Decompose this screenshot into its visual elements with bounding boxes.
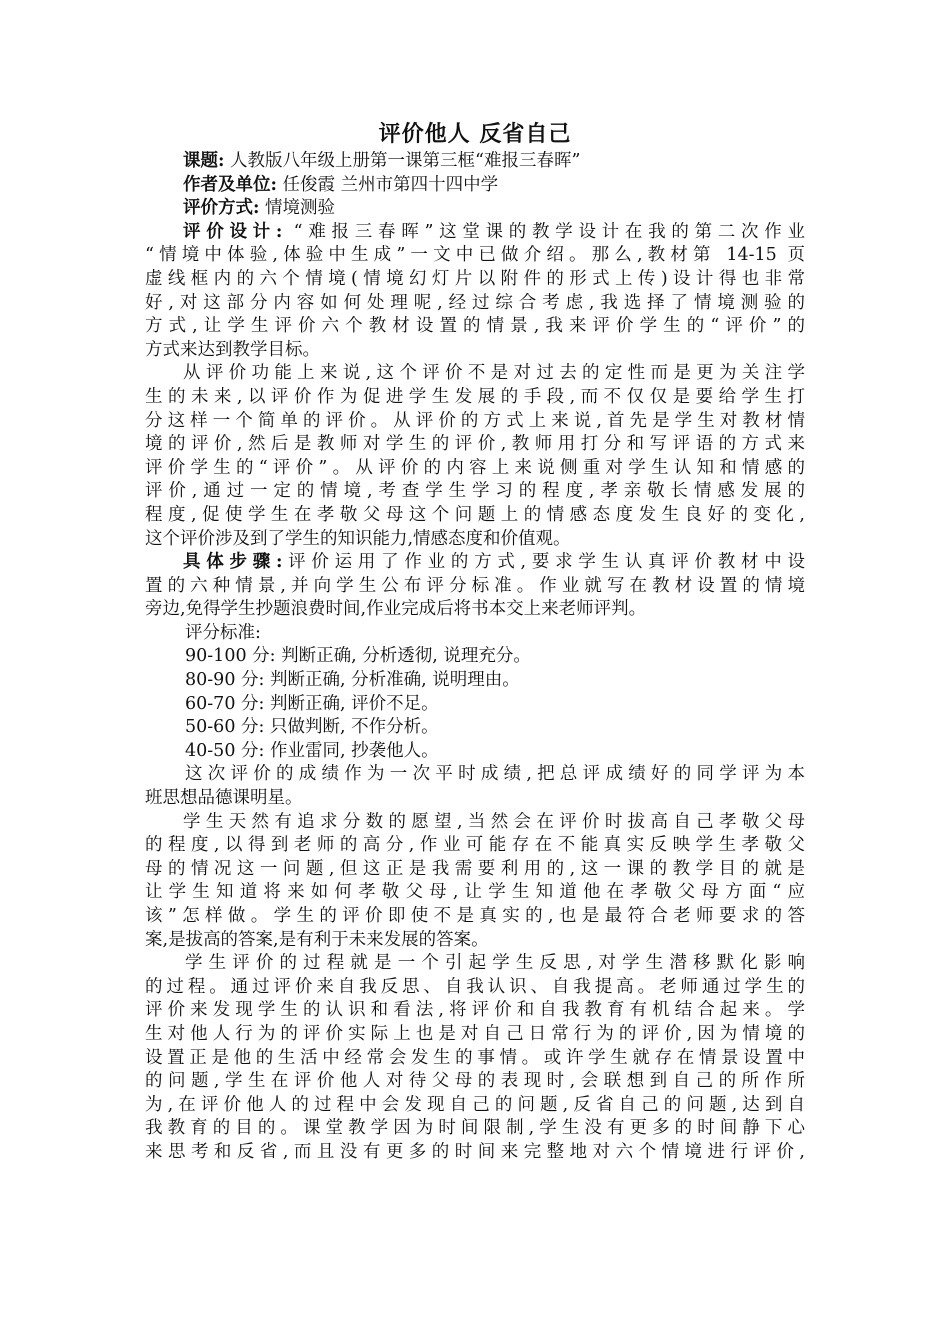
steps-line: 旁边,免得学生抄题浪费时间,作业完成后将书本交上来老师评判。 (145, 599, 647, 620)
document-title: 评价他人 反省自己 (378, 121, 572, 147)
steps-text: 评价运用了作业的方式,要求学生认真评价教材中设 (282, 552, 805, 573)
meta-author-label: 作者及单位: (183, 174, 277, 195)
grade-paragraph (145, 763, 805, 810)
function-line: 评价,通过一定的情境,考查学生学习的程度,孝亲敬长情感发展的 (145, 481, 805, 502)
design-line-first (145, 221, 805, 245)
desire-line: 该”怎样做。学生的评价即使不是真实的,也是最符合老师要求的答 (145, 906, 805, 926)
meta-course-label: 课题: (183, 151, 225, 171)
function-line: 评价学生的“评价”。从评价的内容上来说侧重对学生认知和情感的 (145, 457, 805, 478)
scoring-item: 60-70 分: 判断正确, 评价不足。 (185, 693, 439, 714)
process-line: 的问题,学生在评价他人对待父母的表现时,会联想到自己的所作所 (145, 1071, 805, 1092)
process-line: 的过程。通过评价来自我反思、自我认识、自我提高。老师通过学生的 (145, 976, 805, 997)
process-line: 我教育的目的。课堂教学因为时间限制,学生没有更多的时间静下心 (145, 1118, 805, 1139)
desire-line: 学生天然有追求分数的愿望,当然会在评价时拔高自己孝敬父母 (183, 811, 805, 832)
meta-method (145, 197, 805, 221)
process-line: 设置正是他的生活中经常会发生的事情。或许学生就存在情景设置中 (145, 1047, 805, 1068)
desire-line: 案,是拔高的答案,是有利于未来发展的答案。 (145, 929, 489, 950)
steps-line-first (145, 551, 805, 575)
meta-method-value: 情境测验 (259, 198, 336, 219)
process-line: 学生评价的过程就是一个引起学生反思,对学生潜移默化影响 (185, 953, 805, 974)
design-text: “难报三春晖”这堂课的教学设计在我的第二次作业 (282, 221, 805, 242)
scoring-item: 40-50 分: 作业雷同, 抄袭他人。 (185, 740, 439, 761)
design-line: 好,对这部分内容如何处理呢,经过综合考虑,我选择了情境测验的 (145, 292, 805, 313)
process-paragraph (145, 952, 805, 1164)
design-paragraph (145, 221, 805, 363)
desire-line: 让学生知道将来如何孝敬父母,让学生知道他在孝敬父母方面“应 (145, 882, 805, 903)
function-line: 从评价功能上来说,这个评价不是对过去的定性而是更为关注学 (183, 363, 805, 384)
meta-method-label: 评价方式: (183, 198, 260, 219)
design-line: “情境中体验,体验中生成”一文中已做介绍。那么,教材第 14-15 页 (145, 245, 805, 266)
scoring-item: 50-60 分: 只做判断, 不作分析。 (185, 717, 439, 738)
scoring-criteria (145, 622, 805, 764)
steps-line: 置的六种情景,并向学生公布评分标准。作业就写在教材设置的情境 (145, 575, 805, 596)
function-line: 生的未来,以评价作为促进学生发展的手段,而不仅仅是要给学生打 (145, 386, 805, 407)
process-line: 为,在评价他人的过程中会发现自己的问题,反省自己的问题,达到自 (145, 1094, 805, 1115)
meta-author (145, 174, 805, 198)
steps-label: 具体步骤: (183, 552, 283, 573)
function-line: 程度,促使学生在孝敬父母这个问题上的情感态度发生良好的变化, (145, 504, 805, 525)
scoring-item: 80-90 分: 判断正确, 分析准确, 说明理由。 (185, 670, 520, 691)
scoring-heading: 评分标准: (185, 622, 261, 643)
meta-course-value: 人教版八年级上册第一课第三框“难报三春晖” (224, 151, 581, 171)
function-line: 境的评价,然后是教师对学生的评价,教师用打分和写评语的方式来 (145, 434, 805, 455)
function-line: 这个评价涉及到了学生的知识能力,情感态度和价值观。 (145, 528, 571, 549)
design-line: 方式,让学生评价六个教材设置的情景,我来评价学生的“评价”的 (145, 316, 805, 337)
process-line: 来思考和反省,而且没有更多的时间来完整地对六个情境进行评价, (145, 1141, 805, 1162)
design-line: 虚线框内的六个情境(情境幻灯片以附件的形式上传)设计得也非常 (145, 268, 805, 289)
design-line: 方式来达到教学目标。 (145, 339, 320, 360)
document-page (145, 118, 805, 1165)
desire-line: 母的情况这一问题,但这正是我需要利用的,这一课的教学目的就是 (145, 858, 805, 879)
design-label: 评价设计: (183, 221, 283, 242)
desire-paragraph (145, 811, 805, 953)
process-line: 评价来发现学生的认识和看法,将评价和自我教育有机结合起来。学 (145, 1000, 805, 1021)
grade-line: 这次评价的成绩作为一次平时成绩,把总评成绩好的同学评为本 (185, 764, 805, 785)
meta-author-value: 任俊霞 兰州市第四十四中学 (276, 174, 499, 195)
grade-line: 班思想品德课明星。 (145, 788, 303, 809)
steps-paragraph (145, 551, 805, 622)
function-paragraph (145, 362, 805, 551)
scoring-item: 90-100 分: 判断正确, 分析透彻, 说理充分。 (185, 646, 531, 667)
function-line: 分这样一个简单的评价。从评价的方式上来说,首先是学生对教材情 (145, 410, 805, 431)
desire-line: 的程度,以得到老师的高分,作业可能存在不能真实反映学生孝敬父 (145, 835, 805, 856)
meta-course (145, 150, 805, 174)
process-line: 生对他人行为的评价实际上也是对自己日常行为的评价,因为情境的 (145, 1023, 805, 1044)
